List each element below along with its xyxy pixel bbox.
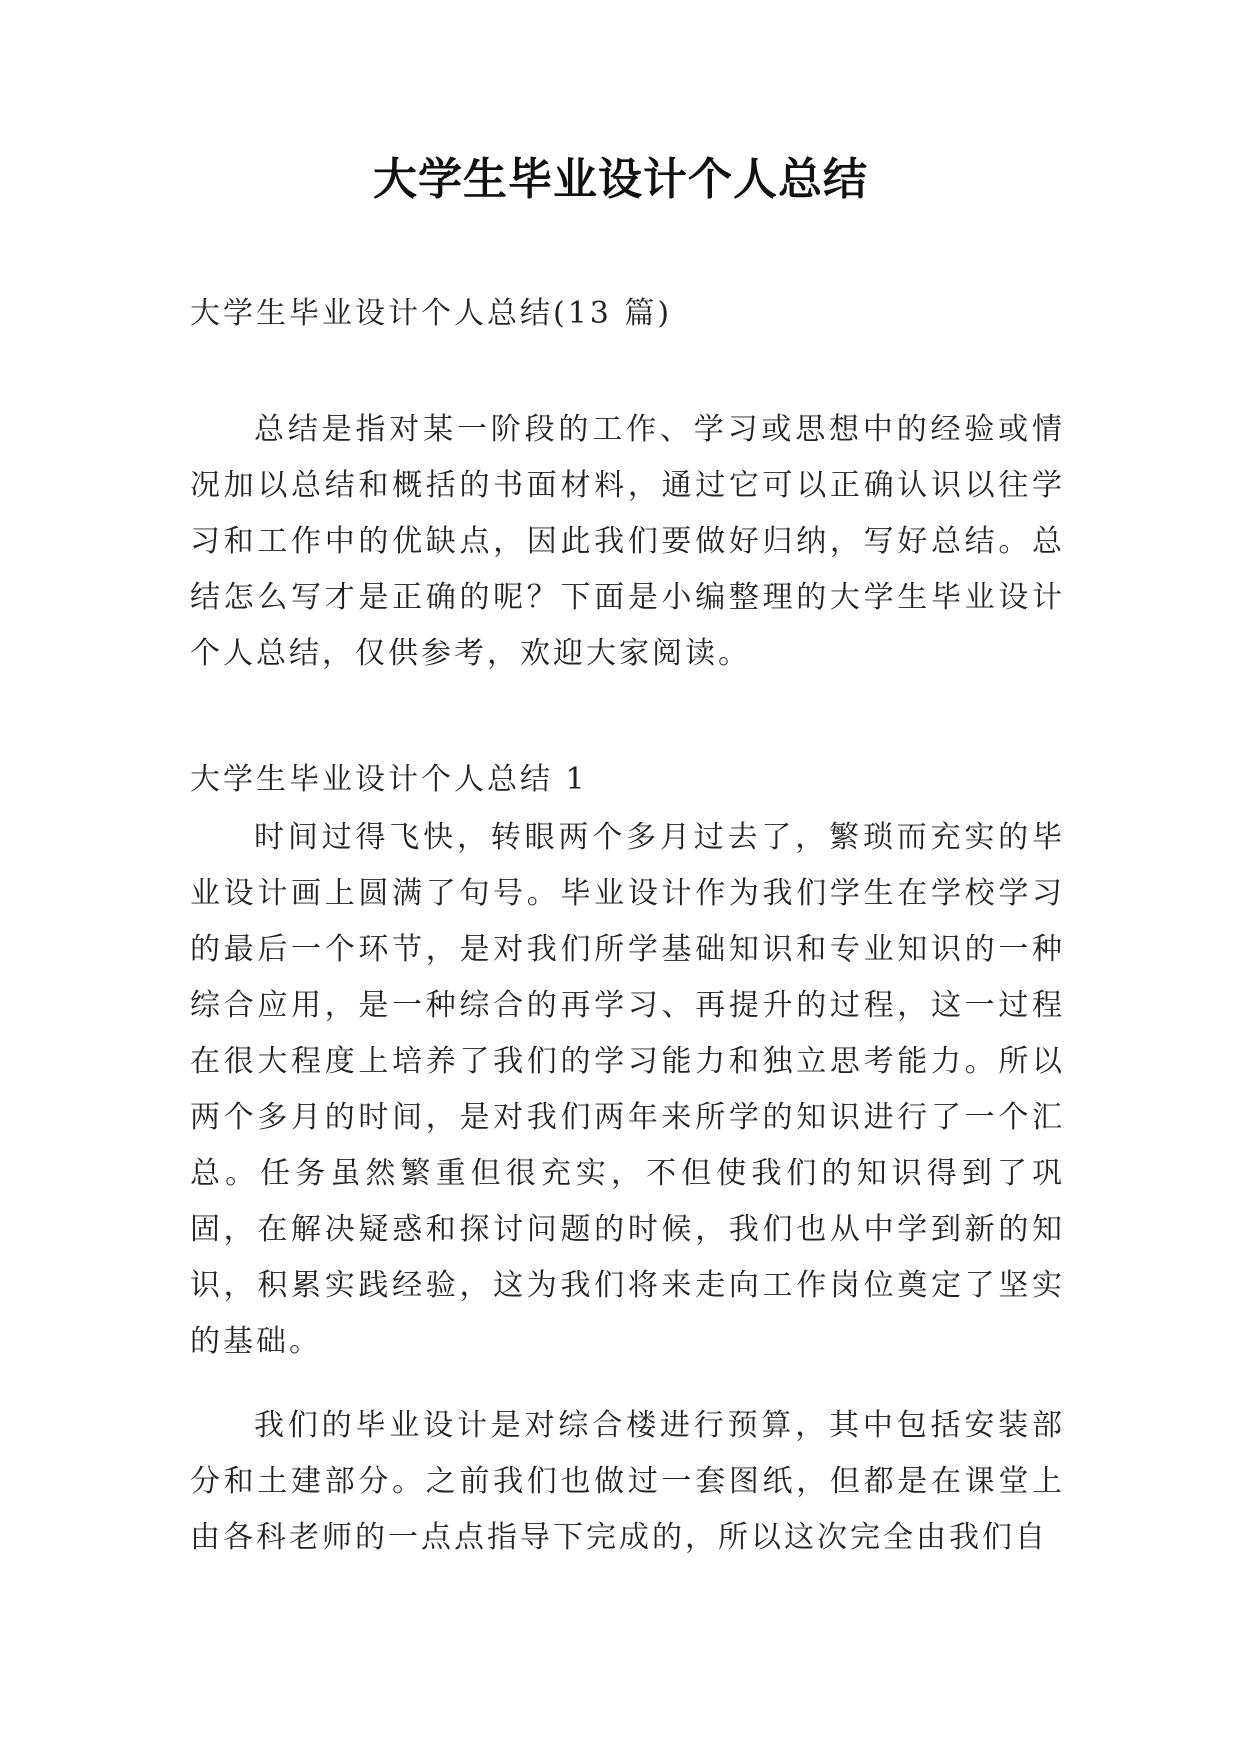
document-title: 大学生毕业设计个人总结: [373, 154, 868, 205]
body-paragraph: 我们的毕业设计是对综合楼进行预算，其中包括安装部分和土建部分。之前我们也做过一套图纸，但都是在课堂上由各科老师的一点点指导下完成的，所以这次完全由我们自: [190, 1408, 1065, 1555]
section-heading: 大学生毕业设计个人总结 1: [190, 762, 588, 797]
document-subtitle: 大学生毕业设计个人总结(13 篇): [190, 296, 673, 331]
body-paragraph: 时间过得飞快，转眼两个多月过去了，繁琐而充实的毕业设计画上圆满了句号。毕业设计作为我们学生在学校学习的最后一个环节，是对我们所学基础知识和专业知识的一种综合应用，是一种综合的再学习、再提升的过程，这一过程在很大程度上培养了我们的学习能力和独立思考能力。所以两个多月的时间，是对我们两年来所学的知识进行了一个汇总。任务虽然繁重但很充实，不但使我们的知识得到了巩固，在解决疑惑和探讨问题的时候，我们也从中学到新的知识，积累实践经验，这为我们将来走向工作岗位奠定了坚实的基础。: [190, 820, 1065, 1359]
intro-paragraph: 总结是指对某一阶段的工作、学习或思想中的经验或情况加以总结和概括的书面材料，通过它可以正确认识以往学习和工作中的优缺点，因此我们要做好归纳，写好总结。总结怎么写才是正确的呢？下面是小编整理的大学生毕业设计个人总结，仅供参考，欢迎大家阅读。: [190, 412, 1065, 671]
